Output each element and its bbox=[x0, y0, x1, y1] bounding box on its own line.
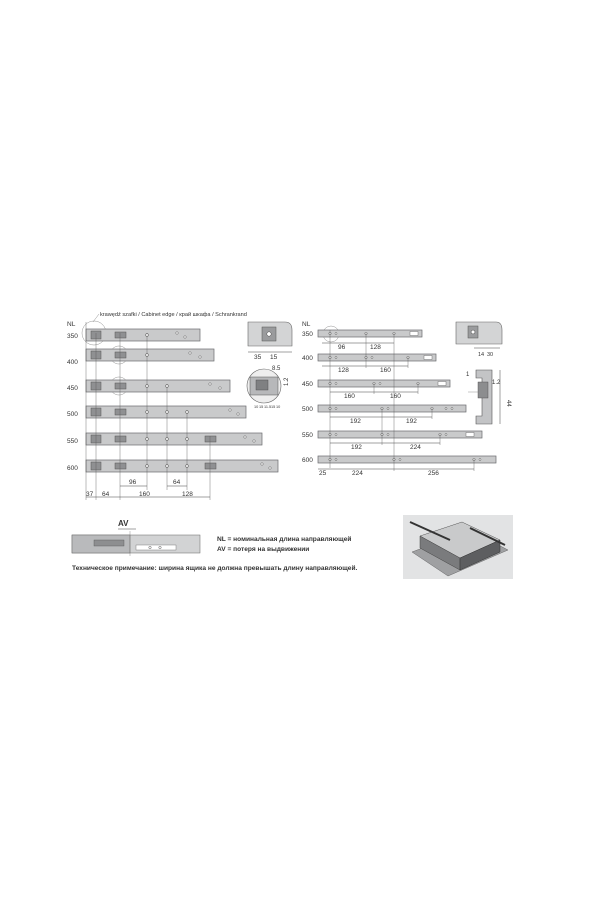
detail-tiny-15b: 15 bbox=[271, 405, 276, 409]
detail-dim-8-5: 8.5 bbox=[272, 366, 281, 372]
r600-dim-224: 224 bbox=[352, 470, 363, 477]
detail-dim-1-2: 1.2 bbox=[284, 377, 290, 386]
detail-tiny-10: 10 bbox=[254, 405, 259, 409]
left-row-label-400: 400 bbox=[67, 359, 78, 366]
left-rail-350 bbox=[86, 329, 200, 341]
right-detail-dim-30: 30 bbox=[487, 352, 494, 358]
right-row-label-350: 350 bbox=[302, 331, 313, 338]
right-rail-350 bbox=[318, 330, 422, 351]
legend-av: AV = потеря на выдвижении bbox=[217, 546, 310, 553]
right-row-label-550: 550 bbox=[302, 432, 313, 439]
left-rail-400 bbox=[86, 349, 214, 361]
r550-dim-192: 192 bbox=[351, 444, 362, 451]
left-slide-diagram bbox=[67, 311, 292, 500]
left-row-label-600: 600 bbox=[67, 465, 78, 472]
r500-dim-192: 192 bbox=[350, 418, 361, 425]
right-row-label-600: 600 bbox=[302, 457, 313, 464]
dim-128: 128 bbox=[182, 491, 193, 498]
r400-dim-160: 160 bbox=[380, 367, 391, 374]
left-rail-500 bbox=[86, 406, 246, 418]
dim-37: 37 bbox=[86, 491, 94, 498]
left-nl-label: NL bbox=[67, 321, 76, 328]
detail-tiny-15: 15 bbox=[259, 405, 264, 409]
left-detail-bottom bbox=[247, 366, 290, 409]
right-nl-label: NL bbox=[302, 321, 311, 328]
av-diagram bbox=[72, 519, 200, 556]
left-row-label-450: 450 bbox=[67, 385, 78, 392]
left-rail-600 bbox=[86, 460, 278, 472]
right-row-label-400: 400 bbox=[302, 355, 313, 362]
right-detail-top bbox=[456, 322, 502, 358]
right-rail-600 bbox=[318, 456, 496, 477]
right-detail-dim-14: 14 bbox=[478, 352, 485, 358]
right-side-dim-44: 44 bbox=[505, 400, 511, 407]
right-side-profile bbox=[466, 370, 511, 424]
detail-dim-15: 15 bbox=[270, 354, 278, 361]
left-rail-550 bbox=[86, 433, 262, 445]
left-row-label-550: 550 bbox=[67, 438, 78, 445]
r600-dim-256: 256 bbox=[428, 470, 439, 477]
legend-nl: NL = номинальная длина направляющей bbox=[217, 536, 352, 543]
detail-tiny-11-5: 11.5 bbox=[264, 405, 272, 409]
right-row-label-500: 500 bbox=[302, 406, 313, 413]
right-side-dim-1-2: 1.2 bbox=[492, 380, 501, 386]
right-rail-500 bbox=[318, 405, 466, 425]
r350-dim-96: 96 bbox=[338, 344, 346, 351]
dim-96: 96 bbox=[129, 479, 137, 486]
left-row-label-350: 350 bbox=[67, 333, 78, 340]
left-rail-450 bbox=[86, 380, 230, 392]
cabinet-edge-leader bbox=[93, 314, 99, 322]
left-row-label-500: 500 bbox=[67, 411, 78, 418]
av-label: AV bbox=[118, 519, 129, 528]
r600-dim-25: 25 bbox=[319, 470, 327, 477]
r450-dim-160b: 160 bbox=[390, 393, 401, 400]
dim-64b: 64 bbox=[173, 479, 181, 486]
right-rail-400 bbox=[318, 354, 436, 374]
dim-160: 160 bbox=[139, 491, 150, 498]
technical-note: Техническое примечание: ширина ящика не должна превышать длину направляющей. bbox=[72, 565, 358, 572]
detail-tiny-10b: 10 bbox=[276, 405, 281, 409]
r400-dim-128: 128 bbox=[338, 367, 349, 374]
drawer-product-illustration bbox=[403, 515, 513, 579]
r550-dim-224: 224 bbox=[410, 444, 421, 451]
right-rail-550 bbox=[318, 431, 482, 451]
cabinet-edge-label: krawędź szafki / Cabinet edge / край шкафа / Schrankrand bbox=[100, 312, 247, 318]
dim-64: 64 bbox=[102, 491, 110, 498]
right-side-dim-1: 1 bbox=[466, 372, 470, 378]
right-row-label-450: 450 bbox=[302, 381, 313, 388]
right-rail-450 bbox=[318, 380, 450, 400]
left-bottom-dimensions bbox=[86, 479, 210, 498]
detail-dim-35: 35 bbox=[254, 354, 262, 361]
r500-dim-192b: 192 bbox=[406, 418, 417, 425]
r350-dim-128: 128 bbox=[370, 344, 381, 351]
r450-dim-160: 160 bbox=[344, 393, 355, 400]
right-slide-diagram bbox=[302, 321, 511, 477]
left-detail-top bbox=[248, 322, 292, 361]
